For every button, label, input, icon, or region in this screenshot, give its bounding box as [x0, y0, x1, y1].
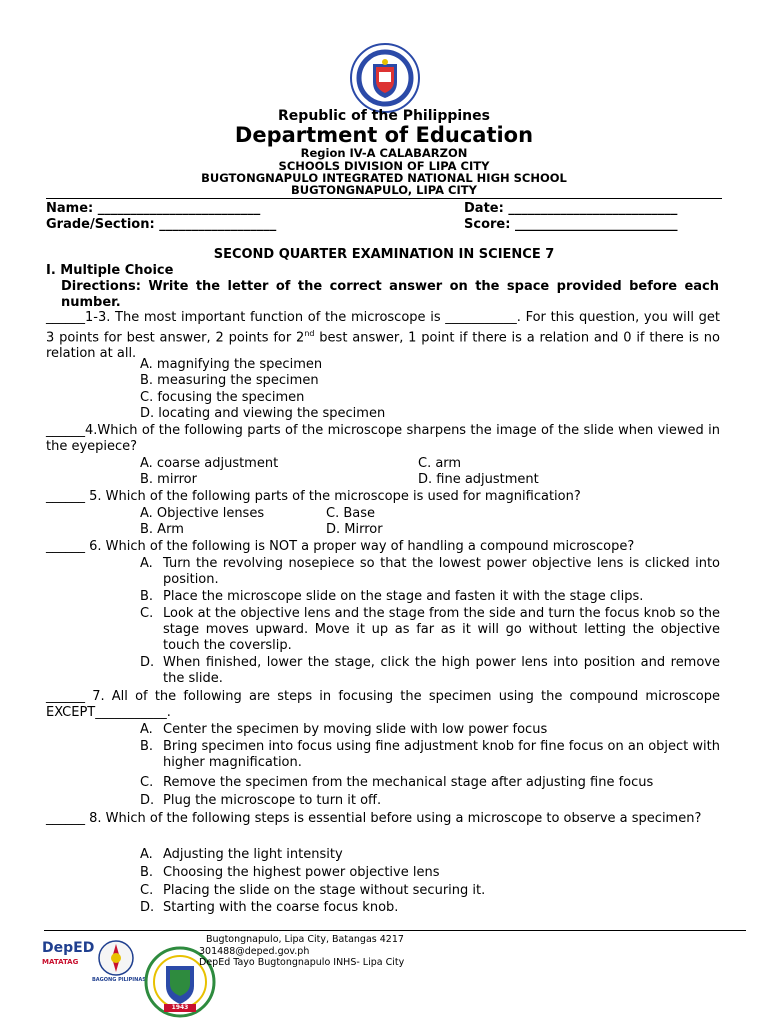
- q5-option-b: B. Arm: [140, 522, 184, 537]
- q8-letter-a: A.: [140, 847, 153, 862]
- q8-option-b: Choosing the highest power objective lens: [163, 865, 440, 880]
- school-seal-year: 1943: [171, 1004, 189, 1011]
- exam-title: SECOND QUARTER EXAMINATION IN SCIENCE 7: [213, 247, 555, 262]
- q7-option-c: Remove the specimen from the mechanical stage after adjusting fine focus: [163, 775, 654, 790]
- q6-option-c: Look at the objective lens and the stage from the side and turn the focus knob so the stage moves upward. Move it up as far as it will go without letting the objective touch the coverslip.: [163, 606, 720, 653]
- q8-letter-b: B.: [140, 865, 154, 880]
- bagong-pilipinas-logo: [94, 938, 138, 978]
- bagong-pilipinas-text: BAGONG PILIPINAS: [92, 977, 146, 983]
- header-divider: [46, 198, 722, 199]
- q7-letter-b: B.: [140, 739, 154, 754]
- q7-letter-c: C.: [140, 775, 154, 790]
- directions-text: Directions: Write the letter of the correct answer on the space provided before each number.: [61, 279, 719, 310]
- q8-option-c: Placing the slide on the stage without securing it.: [163, 883, 486, 898]
- division-text: SCHOOLS DIVISION OF LIPA CITY: [278, 159, 490, 173]
- q6-letter-a: A.: [140, 556, 153, 571]
- name-field: Name: _________________________: [46, 201, 261, 216]
- score-field: Score: _________________________: [464, 217, 678, 232]
- q4-option-a: A. coarse adjustment: [140, 456, 279, 471]
- region-text: Region IV-A CALABARZON: [300, 146, 468, 160]
- footer-address: Bugtongnapulo, Lipa City, Batangas 4217: [206, 934, 404, 945]
- question-7: ______ 7. All of the following are steps in focusing the specimen using the compound microscope EXCEPT___________.: [46, 689, 720, 720]
- question-5: ______ 5. Which of the following parts of the microscope is used for magnification?: [46, 489, 581, 504]
- footer-facebook: DepEd Tayo Bugtongnapulo INHS- Lipa City: [199, 957, 405, 968]
- q6-letter-c: C.: [140, 606, 154, 621]
- q1-option-a: A. magnifying the specimen: [140, 357, 323, 372]
- footer-divider: [44, 930, 746, 931]
- q1-option-c: C. focusing the specimen: [140, 390, 305, 405]
- school-address: BUGTONGNAPULO, LIPA CITY: [291, 183, 477, 197]
- q8-letter-d: D.: [140, 900, 155, 915]
- q6-option-a: Turn the revolving nosepiece so that the lowest power objective lens is clicked into position.: [163, 556, 720, 587]
- q6-option-b: Place the microscope slide on the stage and fasten it with the stage clips.: [163, 589, 644, 604]
- date-field: Date: __________________________: [464, 201, 678, 216]
- q7-option-a: Center the specimen by moving slide with low power focus: [163, 722, 548, 737]
- question-1-3-stem-a: ______1-3. The most important function of the microscope is ___________. For this question, you will get 3 points for best answer, 2 points for 2: [46, 310, 720, 346]
- q1-option-d: D. locating and viewing the specimen: [140, 406, 386, 421]
- question-1-3-stem-b: best answer, 1 point if there is a relation and 0 if there is no relation at all.: [46, 330, 720, 362]
- q6-letter-b: B.: [140, 589, 154, 604]
- q5-option-c: C. Base: [326, 506, 375, 521]
- q4-option-c: C. arm: [418, 456, 462, 471]
- deped-matatag-logo: [42, 940, 95, 980]
- q8-option-d: Starting with the coarse focus knob.: [163, 900, 399, 915]
- republic-text: Republic of the Philippines: [278, 108, 490, 124]
- q5-option-a: A. Objective lenses: [140, 506, 265, 521]
- matatag-logo-text: MATATAG: [42, 958, 79, 966]
- deped-seal-logo: [345, 42, 425, 114]
- q7-letter-a: A.: [140, 722, 153, 737]
- question-6: ______ 6. Which of the following is NOT a proper way of handling a compound microscope?: [46, 539, 635, 554]
- q4-option-d: D. fine adjustment: [418, 472, 539, 487]
- q7-option-d: Plug the microscope to turn it off.: [163, 793, 382, 808]
- section-heading: I. Multiple Choice: [46, 263, 174, 278]
- grade-section-field: Grade/Section: __________________: [46, 217, 277, 232]
- q7-option-b: Bring specimen into focus using fine adjustment knob for fine focus on an object with higher magnification.: [163, 739, 720, 770]
- school-name: BUGTONGNAPULO INTEGRATED NATIONAL HIGH SCHOOL: [201, 171, 567, 185]
- department-title: Department of Education: [234, 123, 534, 147]
- footer-email: 301488@deped.gov.ph: [199, 946, 310, 957]
- deped-logo-text: DepED: [42, 940, 95, 956]
- q7-letter-d: D.: [140, 793, 155, 808]
- question-4: ______4.Which of the following parts of the microscope sharpens the image of the slide when viewed in the eyepiece?: [46, 423, 720, 454]
- superscript: nd: [304, 329, 315, 338]
- q1-option-b: B. measuring the specimen: [140, 373, 319, 388]
- question-1-3: [46, 310, 720, 362]
- q8-letter-c: C.: [140, 883, 154, 898]
- question-8: ______ 8. Which of the following steps is essential before using a microscope to observe a specimen?: [46, 811, 702, 826]
- q6-option-d: When finished, lower the stage, click the high power lens into position and remove the slide.: [163, 655, 720, 686]
- q6-letter-d: D.: [140, 655, 155, 670]
- q8-option-a: Adjusting the light intensity: [163, 847, 343, 862]
- q5-option-d: D. Mirror: [326, 522, 383, 537]
- q4-option-b: B. mirror: [140, 472, 197, 487]
